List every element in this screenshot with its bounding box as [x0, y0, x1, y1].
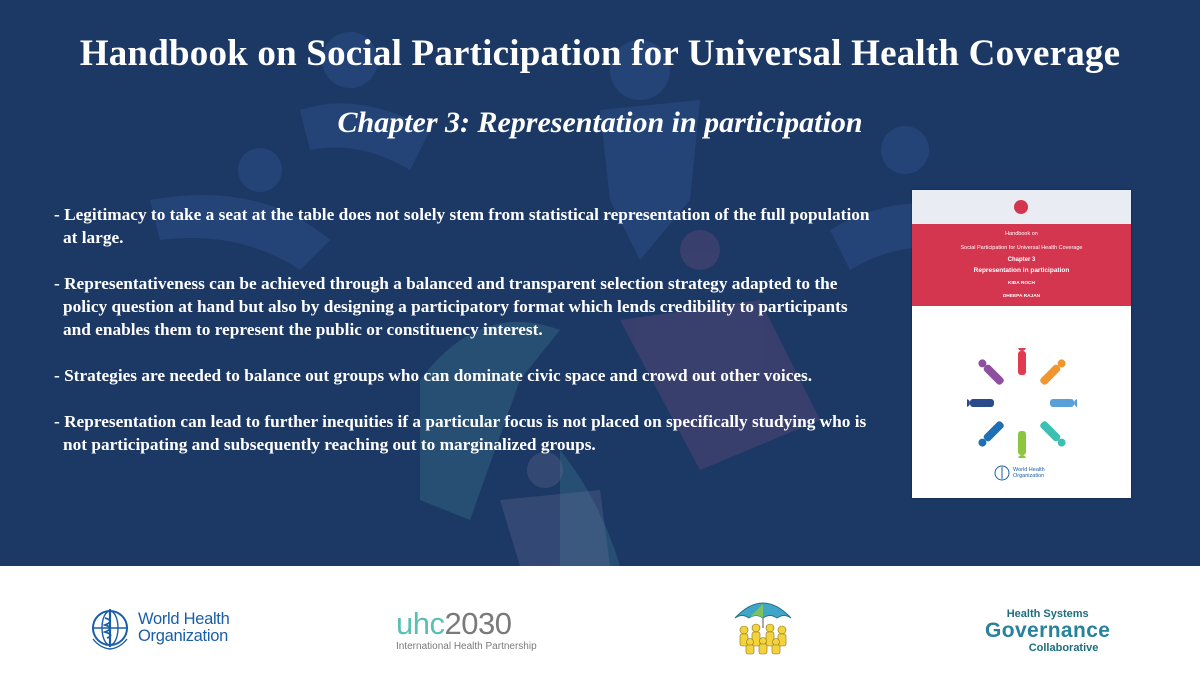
cover-chapter: Chapter 3	[1007, 257, 1036, 263]
hsg-line1: Health Systems	[1006, 608, 1089, 620]
cover-who-logo	[994, 465, 1045, 481]
key-point: - Representation can lead to further inequities if a particular focus is not placed on specifically studying who is not participating and subsequently reaching out to marginalized groups.	[54, 412, 867, 454]
key-point: - Legitimacy to take a seat at the table does not solely stem from statistical representation of the full population at large.	[54, 205, 870, 247]
cover-figure-icon	[1014, 200, 1028, 214]
cover-handbook-line1: Handbook on	[1005, 231, 1038, 237]
page-title: Handbook on Social Participation for Universal Health Coverage	[79, 33, 1121, 74]
who-logo-line2: Organization	[138, 627, 228, 645]
cover-logo-line2: Organization	[1013, 473, 1045, 479]
cover-logo-line1: World Health	[1013, 467, 1045, 473]
umbrella-community-logo	[732, 594, 794, 656]
who-logo	[88, 606, 229, 650]
who-logo-line1: World Health	[138, 610, 230, 628]
hsg-line3: Collaborative	[1028, 642, 1099, 654]
key-point: - Strategies are needed to balance out groups who can dominate civic space and crowd out other voices.	[54, 366, 813, 385]
people-star-icon	[967, 348, 1077, 458]
key-points-list	[54, 203, 874, 479]
cover-handbook-line2: Social Participation for Universal Health Coverage	[960, 245, 1083, 251]
book-cover-image	[912, 190, 1131, 498]
cover-title-band	[912, 224, 1131, 306]
hsg-line2: Governance	[985, 619, 1111, 642]
uhc-year: 2030	[444, 606, 512, 641]
uhc2030-logo	[396, 606, 537, 652]
who-emblem-icon	[88, 606, 132, 650]
key-point: - Representativeness can be achieved through a balanced and transparent selection strategy adapted to the policy question at hand but also by designing a participatory format which lends credibility to participants and enables them to represent the public or constituency interest.	[54, 274, 848, 339]
cover-author: DHEEPA RAJAN	[1002, 294, 1041, 299]
uhc-prefix: uhc	[396, 606, 445, 641]
chapter-subtitle: Chapter 3: Representation in participation	[337, 106, 863, 139]
who-emblem-icon	[994, 465, 1010, 481]
partner-logos-bar	[0, 566, 1200, 675]
uhc-subtitle: International Health Partnership	[396, 641, 537, 652]
cover-chapter-title: Representation in participation	[973, 267, 1070, 274]
hsg-collaborative-logo	[985, 608, 1110, 654]
cover-author: KIBA ROCH	[1007, 281, 1035, 286]
